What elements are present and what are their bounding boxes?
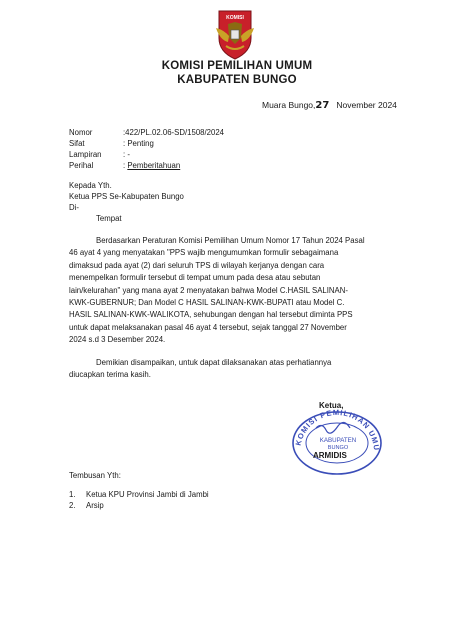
stamp-ring-text: KOMISI PEMILIHAN UMU xyxy=(293,407,382,452)
meta-value-perihal xyxy=(123,160,180,171)
closing-line: Demikian disampaikan, untuk dapat dilaksanakan atas perhatiannya xyxy=(96,358,332,367)
cc-item-text: Ketua KPU Provinsi Jambi di Jambi xyxy=(86,490,209,499)
body-line: HASIL SALINAN-KWK-WALIKOTA, sehubungan dengan hal tersebut diminta PPS xyxy=(69,310,353,320)
recipient-name: Ketua PPS Se-Kabupaten Bungo xyxy=(69,192,184,201)
meta-value-perihal-prefix: : xyxy=(123,161,128,170)
meta-label-perihal: Perihal xyxy=(69,161,94,170)
body-line: untuk dapat melaksanakan pasal 46 ayat 4 tersebut, sejak tanggal 27 November xyxy=(69,322,347,332)
meta-value-nomor: :422/PL.02.06-SD/1508/2024 xyxy=(123,128,225,137)
cc-item-text: Arsip xyxy=(86,501,104,510)
recipient-greeting: Kepada Yth. xyxy=(69,181,112,190)
stamp-center-line-2: BUNGO xyxy=(327,445,349,451)
recipient-at: Di- xyxy=(69,203,79,212)
logo-text: KOMISI xyxy=(226,15,244,21)
body-paragraph xyxy=(69,235,407,347)
closing-paragraph xyxy=(69,357,407,382)
letter-date xyxy=(262,100,397,111)
body-line: menempelkan formulir tersebut di tempat umum pada desa atau sebutan xyxy=(69,273,321,283)
cc-item-number: 1. xyxy=(69,490,76,499)
meta-value-lampiran: : - xyxy=(123,150,130,159)
date-month-year: November 2024 xyxy=(336,100,397,110)
meta-label-sifat: Sifat xyxy=(69,139,85,148)
signature-title: Ketua, xyxy=(319,401,344,410)
meta-label-nomor: Nomor xyxy=(69,128,93,137)
org-name: KOMISI PEMILIHAN UMUM xyxy=(161,60,313,72)
kpu-logo xyxy=(206,8,264,64)
body-line: KWK-GUBERNUR; Dan Model C HASIL SALINAN-KWK-BUPATI atau Model C. xyxy=(69,298,345,308)
recipient-place: Tempat xyxy=(96,214,122,223)
meta-value-perihal-text: Pemberitahuan xyxy=(127,161,181,170)
cc-item-number: 2. xyxy=(69,501,76,510)
body-line: 46 ayat 4 yang menyatakan "PPS wajib mengumumkan formulir sebagaimana xyxy=(69,248,339,258)
signature-name: ARMIDIS xyxy=(313,451,347,460)
body-line: 2024 s.d 3 Desember 2024. xyxy=(69,335,166,345)
closing-line: diucapkan terima kasih. xyxy=(69,370,151,380)
org-region: KABUPATEN BUNGO xyxy=(177,74,297,86)
meta-value-sifat: : Penting xyxy=(123,139,154,148)
meta-label-lampiran: Lampiran xyxy=(69,150,102,159)
body-line: Berdasarkan Peraturan Komisi Pemilihan Umum Nomor 17 Tahun 2024 Pasal xyxy=(96,236,365,245)
date-day-handwritten: 27 xyxy=(315,100,330,111)
cc-heading: Tembusan Yth: xyxy=(69,471,121,480)
stamp-center-line-1: KABUPATEN xyxy=(319,437,357,444)
body-line: dimaksud pada ayat (2) dari seluruh TPS di wilayah kerjanya dengan cara xyxy=(69,260,325,270)
date-place: Muara Bungo, xyxy=(262,100,316,110)
body-line: lain/kelurahan" yang mana ayat 2 menyatakan bahwa Model C.HASIL SALINAN- xyxy=(69,285,348,295)
